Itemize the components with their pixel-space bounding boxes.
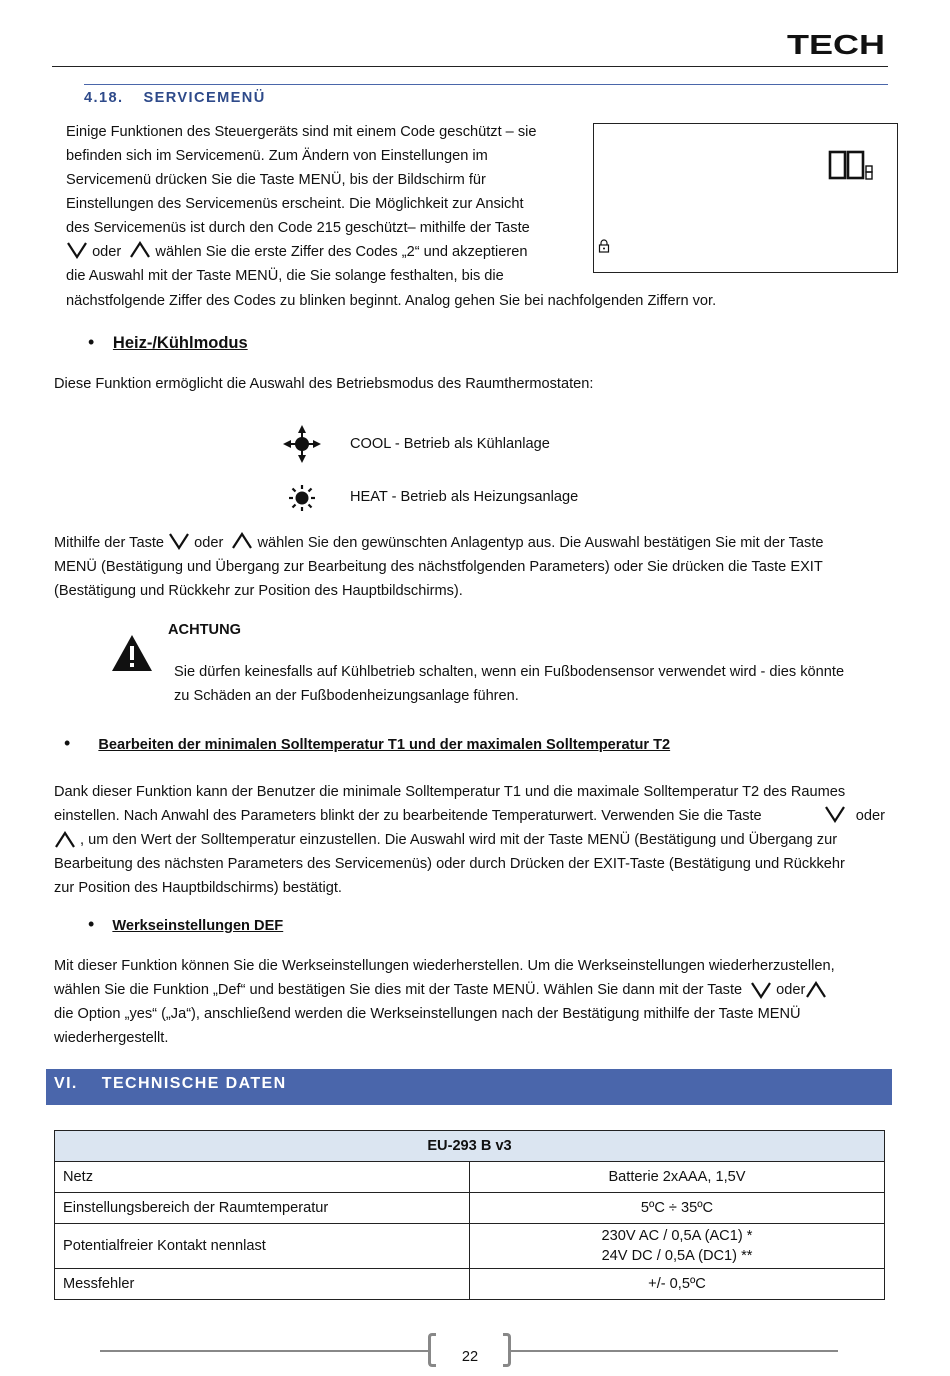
heizmodus-instructions: Mithilfe der Taste oder wählen Sie den gewünschten Anlagentyp aus. Die Auswahl bestätigen Sie mit der Taste MENÜ (Bestätigung und Übergang zur Bearbeitung des nächstfolgenden Parameters) oder Sie drücken die Taste EXIT (Bestätigung und Rückkehr zur Position des Hauptbildschirms). (54, 531, 885, 603)
instr-line: (Bestätigung und Rückkehr zur Position des Hauptbildschirms). (54, 583, 463, 599)
bullet-heizmodus (88, 332, 248, 353)
section-rule (84, 84, 888, 85)
spec-table (54, 1130, 885, 1300)
intro-line: oder wählen Sie die erste Ziffer des Codes „2“ und akzeptieren (66, 240, 568, 264)
footer-rule-left (100, 1350, 428, 1352)
intro-line: befinden sich im Servicemenü. Zum Ändern von Einstellungen im (66, 148, 488, 164)
intro-line: Einstellungen des Servicemenüs erscheint. Die Möglichkeit zur Ansicht (66, 196, 524, 212)
bullet-dot: • (88, 332, 95, 352)
intro-line: die Auswahl mit der Taste MENÜ, die Sie solange festhalten, bis die (66, 268, 504, 284)
arrow-down-icon (824, 805, 846, 823)
header-rule (52, 66, 888, 67)
table-cell-value: +/- 0,5ºC (470, 1269, 885, 1300)
arrow-up-icon (54, 831, 76, 849)
factory-text: Mit dieser Funktion können Sie die Werkseinstellungen wiederherstellen. Um die Werkseinstellungen wiederherzustellen, wählen Sie die Funktion „Def“ und bestätigen Sie dies mit der Taste MENÜ. Wählen Sie dann mit der Taste oder die Option „yes“ („Ja“), anschließend werden die Werkseinstellungen nach der Bestätigung mithilfe der Taste MENÜ wiederhergestellt. (54, 958, 835, 1046)
bullet-factory (88, 914, 283, 935)
table-cell-value: 230V AC / 0,5A (AC1) * 24V DC / 0,5A (DC1) ** (470, 1224, 885, 1269)
bullet-dot: • (88, 914, 95, 934)
table-header-row (55, 1131, 885, 1162)
servicemenu-intro (66, 120, 568, 288)
arrow-down-icon (750, 981, 772, 999)
footer-rule-right (511, 1350, 838, 1352)
arrow-up-icon (231, 532, 253, 550)
table-row (55, 1162, 885, 1193)
table-row (55, 1224, 885, 1269)
table-row (55, 1193, 885, 1224)
section-title: SERVICEMENÜ (143, 90, 266, 106)
table-cell-label: Messfehler (55, 1269, 470, 1300)
warning-title: ACHTUNG (168, 622, 241, 638)
page-number: 22 (461, 1349, 479, 1365)
lcd-digits (828, 150, 874, 182)
tech-logo (787, 32, 885, 56)
table-cell-label: Potentialfreier Kontakt nennlast (55, 1224, 470, 1269)
arrow-down-icon (66, 241, 88, 259)
tech-data-heading (46, 1069, 892, 1105)
table-cell-value: 5ºC ÷ 35ºC (470, 1193, 885, 1224)
tech-data-number: VI. (54, 1075, 78, 1092)
heat-sun-icon (288, 484, 316, 512)
table-cell-label: Netz (55, 1162, 470, 1193)
instr-line: MENÜ (Bestätigung und Übergang zur Bearbeitung des nächstfolgenden Parameters) oder Sie drücken die Taste EXIT (54, 559, 823, 575)
bullet-dot: • (64, 733, 71, 753)
lock-icon (598, 239, 610, 253)
heizmodus-intro: Diese Funktion ermöglicht die Auswahl des Betriebsmodus des Raumthermostaten: (54, 376, 594, 392)
table-title: EU-293 B v3 (55, 1131, 885, 1162)
table-cell-label: Einstellungsbereich der Raumtemperatur (55, 1193, 470, 1224)
lcd-display (593, 123, 898, 273)
svg-text:TECH: TECH (787, 32, 885, 56)
table-cell-value: Batterie 2xAAA, 1,5V (470, 1162, 885, 1193)
intro-line: des Servicemenüs ist durch den Code 215 geschützt– mithilfe der Taste (66, 220, 530, 236)
intro-line-last: nächstfolgende Ziffer des Codes zu blinken beginnt. Analog gehen Sie bei nachfolgenden Ziffern vor. (66, 293, 717, 309)
bullet-temp-edit (64, 733, 670, 754)
footer-bracket-right (503, 1333, 511, 1367)
heading-factory: Werkseinstellungen DEF (112, 918, 284, 934)
arrow-up-icon (805, 981, 827, 999)
cool-snowflake-icon (282, 424, 322, 464)
arrow-down-icon (168, 532, 190, 550)
intro-line: Servicemenü drücken Sie die Taste MENÜ, bis der Bildschirm für (66, 172, 486, 188)
warning-triangle-icon (111, 634, 153, 672)
footer-bracket-left (428, 1333, 436, 1367)
arrow-up-icon (129, 241, 151, 259)
section-number: 4.18. (84, 90, 124, 106)
heat-label: HEAT - Betrieb als Heizungsanlage (350, 489, 579, 505)
section-heading (84, 90, 286, 106)
intro-line: Einige Funktionen des Steuergeräts sind mit einem Code geschützt – sie (66, 124, 537, 140)
heading-temp-edit: Bearbeiten der minimalen Solltemperatur T1 und der maximalen Solltemperatur T2 (98, 737, 671, 753)
warning-text: Sie dürfen keinesfalls auf Kühlbetrieb schalten, wenn ein Fußbodensensor verwendet wird - dies könnte zu Schäden an der Fußbodenheizungsanlage führen. (174, 664, 845, 704)
tech-data-title: TECHNISCHE DATEN (101, 1075, 287, 1092)
temp-edit-text: Dank dieser Funktion kann der Benutzer die minimale Solltemperatur T1 und die maximale Solltemperatur T2 des Raumes einstellen. Nach Anwahl des Parameters blinkt der zu bearbeitende Temperaturwert. Verwenden Sie die Taste oder , um den Wert der Solltemperatur einzustellen. Die Auswahl wird mit der Taste MENÜ (Bestätigung und Übergang zur Bearbeitung des nächsten Parameters des Servicemenüs) oder durch Drücken der EXIT-Taste (Bestätigung und Rückkehr zur Position des Hauptbildschirms) bestätigt. (54, 784, 885, 896)
heading-heizmodus: Heiz-/Kühlmodus (112, 334, 248, 352)
cool-label: COOL - Betrieb als Kühlanlage (350, 436, 550, 452)
table-row (55, 1269, 885, 1300)
